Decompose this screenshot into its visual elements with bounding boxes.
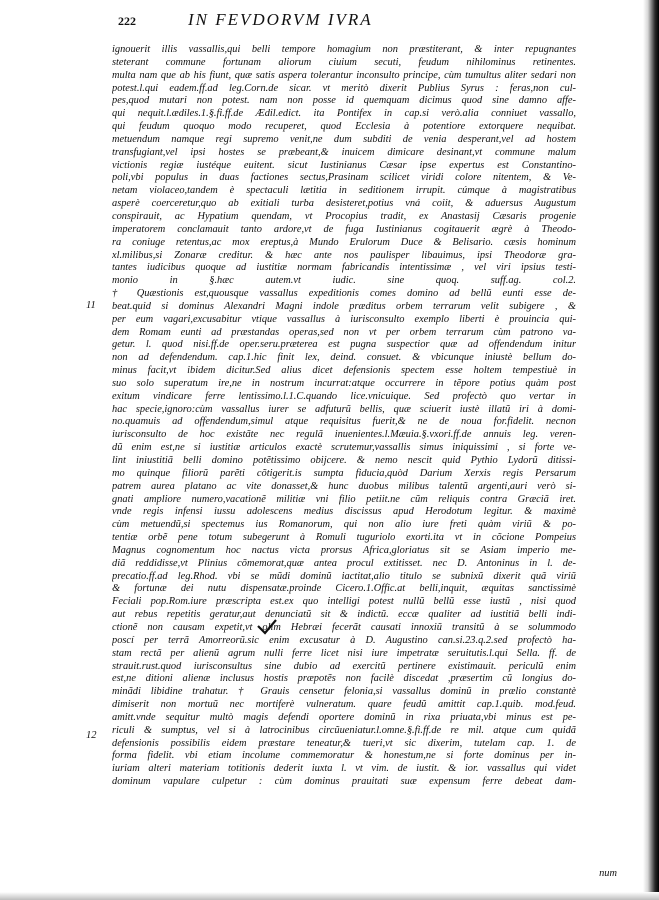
page-header	[118, 10, 588, 32]
text-line: defensionis possibilis eidem præstare teneatur,& tueri,vt sic dixerim, tutelam cap. 1. de	[112, 737, 576, 749]
text-line: pes,quod mutari non potest. nam non posse id quemquam dicimus quod sine damno affe-	[112, 95, 576, 107]
text-line: multa nam que ab his fiunt, quæ satis aspera tolerantur inconsulto principe, cùm tumultus aliter sedari non	[112, 69, 576, 81]
text-line: stam rectã per alienũ agrum nulli ferre licet nisi iure impetratæ seruitutis.l.qui Sella. ff. de	[112, 647, 576, 659]
text-line: est,ne ditioni alienæ inclusus hostis præpotẽs non facilè discedat ,præsertim cũ longius do-	[112, 673, 576, 685]
handwritten-mark	[256, 618, 278, 638]
text-line: tantes iudicibus quoque ad iustitiæ normam fabricandis intentissimæ , vel viri ipsius testi-	[112, 262, 576, 274]
margin-number: 11	[86, 300, 96, 311]
page-number: 222	[118, 14, 136, 28]
text-line: conspirauit, ac Hypatium quendam, vt Procopius tradit, ex Anastasij Cæsaris progenie	[112, 210, 576, 222]
text-line: transfugiant,vel ipsi hostes se præbeant,& inuicem dimicare desinant,vt commune malum	[112, 146, 576, 158]
text-line: vnde regis infensi iussu adolescens medius discissus apud Herodotum legitur. & maximè	[112, 506, 576, 518]
text-line: poli,vbi populus in duas factiones sectus,Prasinam scilicet viridi colore nitentem, & Ve-	[112, 172, 576, 184]
text-line: ignouerit illis vassallis,qui belli tempore homagium non præstiterant, & inter repugnantes	[112, 44, 576, 55]
text-line: Magnus cognomentum hoc nactus victa prorsus Africa,gloriatus sit se Asiam imperio me-	[112, 544, 576, 556]
running-title: IN FEVDORVM IVRA	[188, 10, 373, 29]
text-line: qui feudum quoquo modo recuperet, quod Ecclesia à potentiore extorquere nequibat.	[112, 121, 576, 133]
text-line: beat.quid si dominus Alexandri Magni indole præditus orbem terrarum velit subigere , &	[112, 300, 576, 312]
text-line: hac specie,ignoro:cùm vassallus iurer se adfuturũ bellis, quæ sciuerit iustè illatũ iri à domi-	[112, 403, 576, 415]
text-line: dominum vapulare culpetur : cùm dominus prauitati suæ expensum ferre debeat dam-	[112, 776, 576, 788]
text-line: monio in §.hæc autem.vt iudic. sine quoq. suff.ag. col.2.	[112, 275, 576, 287]
text-line: victionis regiæ iustéque euitent. sicut Iustinianus Cæsar ipse expertus est Constantino-	[112, 159, 576, 171]
text-line: dem Romam eunti ad præstandas operas,sed non vt per orbem terrarum cùm patrono va-	[112, 326, 576, 338]
text-line: imperatorem conclamauit tanto ardore,vt de fuga Iustinianus cogitauerit ægrè à Theodo-	[112, 223, 576, 235]
text-line: precatio.ff.ad leg.Rhod. vbi se mũdi dominũ iactitat,alio titulo se subnixũ dixerit quã viriũ	[112, 570, 576, 582]
text-line: suo solo superatum ire,ne in nostrum incurrat:atque occurrere in tẽpore potius quàm post	[112, 377, 576, 389]
text-line: iurisconsulto de hoc existãte nec regulã inuenientes.l.Mæuia.§.vxori.ff.de annuis leg. veren-	[112, 429, 576, 441]
text-line: amitt.vnde sequitur multò magis defendi oportere dominũ in rixa priuata,vbi minus est pe-	[112, 711, 576, 723]
text-line: lint iniustitiã belli domino potẽtissimo obijcere. & nemo nescit quid Pythio Lydorũ ditissi-	[112, 455, 576, 466]
text-line: potest.l.qui eadem.ff.ad leg.Corn.de sicar. vt meritò dixerit Publius Syrus : feras,non cul-	[112, 82, 576, 94]
text-line: strauit.rust.quod iurisconsultus sine dubio ad exercitũ pertinere existimauit. periculũ enim	[112, 660, 576, 672]
text-line: minus facit,vt ibidem dicitur.Sed alius dicet defensionis spectem esse holtem tempestiuè in	[112, 365, 576, 377]
text-line: mo quinque filiorũ parẽti cõtigerit.is sumpta fiducia,quòd Darium Xerxis regis Persarum	[112, 467, 576, 479]
text-line: & fortunæ dei nutu dispensatæ.proinde Cicero.1.Offic.at belli,inquit, æquitas sanctissimè	[112, 583, 576, 595]
text-line: getur. l. quod nisi.ff.de oper.seru.præterea est pugna suspectior quæ ad offendendum initur	[112, 339, 576, 351]
text-line: diã reddidisse,vt Plinius cõmemorat,quæ antea procul extitisset. nec D. Antoninus in l. de-	[112, 557, 576, 569]
text-line: ctionẽ non causam expetit,vt olim Hebræi fecerãt causati innoxiũ transitũ à se solummodo	[112, 621, 576, 633]
text-line: netam violaceo,tandem è spectaculi lætitia in seditionem irrupit. cúmque à magistratibus	[112, 185, 576, 197]
text-line: dimiserit non mortuũ nec mortiferè vulneratum. quare feudũ amittit cap.1.quib. mod.feud.	[112, 699, 576, 711]
body-text	[112, 44, 576, 789]
text-line: tentiæ orbẽ pene totum subegerunt à Romuli tuguriolo exorti.ita vt in cõcione Pompeius	[112, 532, 576, 544]
text-line: xl.milibus,si Zonaræ creditur. & hæc ante nos paulisper libauimus, ipsi Theodoræ gra-	[112, 249, 576, 261]
text-line: metuendum namque regi supremo venit,ne dum subditi de venia desperant,vel ad hostem	[112, 133, 576, 145]
text-line: steterant commune fortunam aliorum ciuium secuti, feudum nihilominus retinentes.	[112, 56, 576, 68]
scan-bottom-shadow	[0, 892, 659, 900]
text-line: non ad defendendum. cap.1.hic finit lex, deind. consuet. & vbicunque iniustè bellum do-	[112, 352, 576, 364]
text-line: † Quæstionis est,quousque vassallus expeditionis comes domino ad bellũ eunti esse de-	[112, 288, 576, 300]
text-line: riculi & sumptus, vel si à latrocinibus circũueniatur.l.omne.§.fi.ff.de re mil. atque cum quidã	[112, 724, 576, 736]
text-line: exitum vindicare ferre lentissimo.l.1.C.quando lice.vnicuique. Sed profectò quo vertar in	[112, 390, 576, 402]
text-line: dũ enim est,ne si iustitiæ articulos exactè scrutemur,vassallis simus iniquissimi , si forte ve-	[112, 442, 576, 454]
text-line: forma fidelit. vbi etiam incolume commemoratur & honestum,ne si forte dominus per in-	[112, 750, 576, 762]
text-line: iuriam alteri materiam totitionis dederit iuxta l. vt vim. de iustit. & ior. vassallus qui videt	[112, 763, 576, 775]
text-line: per eum vagari,excusabitur vtique vassallus à iurisconsulto exemplo liberti è prouincia qui-	[112, 313, 576, 325]
text-line: qui nequit.l.ædiles.1.§.fi.ff.de Ædil.edict. ita Pontifex in cap.si verò.alia conniuet vassallo,	[112, 108, 576, 120]
text-line: patrem aurea platano ac vite donasset,& hunc duobus milibus talentũ argenti,auri verò si-	[112, 480, 576, 492]
text-line: poscí per terrã Amorreorũ.sic enim excusatur à D. Augustino can.si.23.q.2.sed profectò ha-	[112, 634, 576, 646]
text-line: aut rebus repetitis geratur,aut denunciatũ sit & indictũ. eccæ qualiter ad iustitiã belli indi-	[112, 609, 576, 621]
catchword: num	[599, 868, 617, 879]
text-line: minãdi libidine trahatur. † Grauis censetur felonia,si vassallus dominũ in prælio constantè	[112, 686, 576, 698]
scan-edge-shadow	[643, 0, 659, 900]
text-line: asperè coerceretur,quo ab exitiali turba desisteret,potius vná coiit, & aduersus Augustum	[112, 198, 576, 210]
text-line: gnati ampliore numero,vacationẽ militiæ vni filio petiit.ne cũm reliquis contra Græciã iret.	[112, 493, 576, 505]
text-line: ra coniuge retentus,ac mox ereptus,à Mundo Erulorum Duce & Belisario. cæsis hominum	[112, 236, 576, 248]
text-line: Feciali pop.Rom.iure præscripta est.ex quo intelligi potest nullũ bellũ esse iustũ , nisi quod	[112, 596, 576, 608]
text-line: no.quamuis ad offendendum,simul atque requisitus fuerit,& ne de noua for.fidelit. necnon	[112, 416, 576, 428]
margin-number: 12	[86, 730, 97, 741]
text-line: cùm metuendũ,si spectemus ius Romanorum, qui non alio iure freti quàm viriũ & po-	[112, 519, 576, 531]
